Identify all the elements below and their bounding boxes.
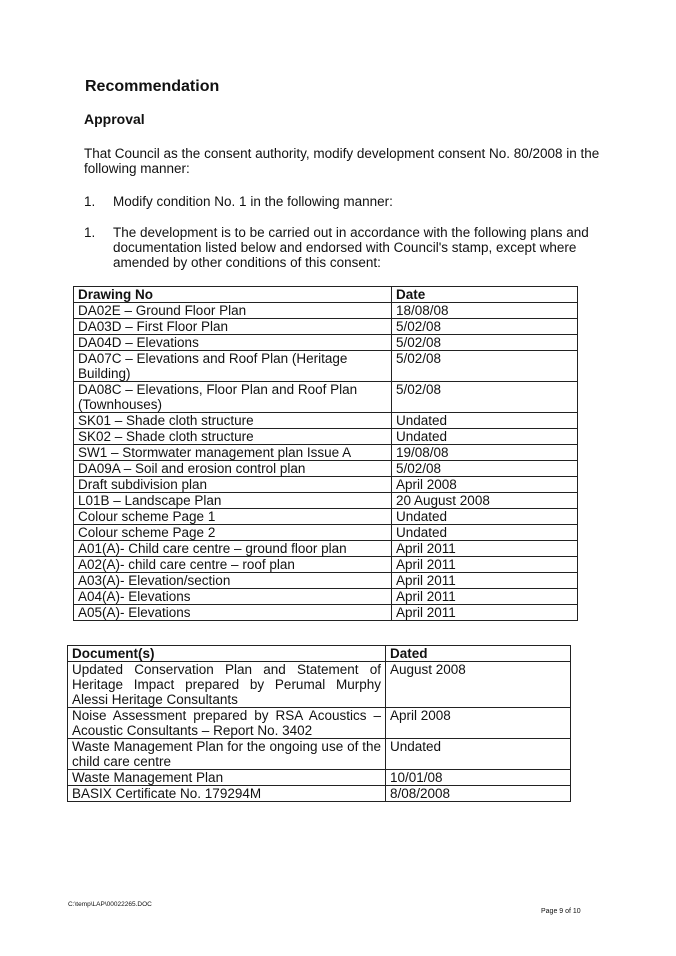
table-row (74, 351, 578, 382)
table-cell-date: April 2011 (392, 605, 578, 621)
table-cell-name: A05(A)- Elevations (74, 605, 392, 621)
table-cell-name: A02(A)- child care centre – roof plan (74, 557, 392, 573)
table-cell-name: DA09A – Soil and erosion control plan (74, 461, 392, 477)
column-header: Drawing No (74, 287, 392, 303)
table-cell-name: Waste Management Plan (68, 770, 386, 786)
documents-table (67, 645, 571, 802)
table-row (74, 382, 578, 413)
item-number: 1. (84, 194, 96, 209)
table-row (68, 708, 571, 739)
item-text: Modify condition No. 1 in the following manner: (113, 194, 393, 209)
table-cell-name: L01B – Landscape Plan (74, 493, 392, 509)
table-cell-name: BASIX Certificate No. 179294M (68, 786, 386, 802)
table-cell-name: Updated Conservation Plan and Statement of Heritage Impact prepared by Perumal Murphy Alessi Heritage Consultants (68, 662, 386, 708)
table-row (74, 445, 578, 461)
table-cell-date: August 2008 (386, 662, 571, 708)
table-cell-date: 19/08/08 (392, 445, 578, 461)
table-row (74, 477, 578, 493)
table-cell-date: Undated (392, 413, 578, 429)
table-row (68, 770, 571, 786)
table-cell-date: 10/01/08 (386, 770, 571, 786)
column-header: Document(s) (68, 646, 386, 662)
table-row (74, 303, 578, 319)
table-cell-name: DA03D – First Floor Plan (74, 319, 392, 335)
table-row (74, 335, 578, 351)
table-cell-date: 5/02/08 (392, 382, 578, 413)
table-cell-name: SK01 – Shade cloth structure (74, 413, 392, 429)
footer-file-path: C:\temp\LAP\00022265.DOC (68, 901, 152, 908)
table-cell-name: Colour scheme Page 1 (74, 509, 392, 525)
table-cell-name: SK02 – Shade cloth structure (74, 429, 392, 445)
table-row (74, 589, 578, 605)
table-cell-date: April 2011 (392, 589, 578, 605)
table-row (74, 573, 578, 589)
table-cell-date: Undated (392, 429, 578, 445)
table-row (74, 557, 578, 573)
documents-table-body (68, 662, 571, 802)
column-header: Dated (386, 646, 571, 662)
table-cell-date: Undated (386, 739, 571, 770)
table-row (74, 413, 578, 429)
table-cell-name: A03(A)- Elevation/section (74, 573, 392, 589)
table-cell-date: 8/08/2008 (386, 786, 571, 802)
table-cell-date: 5/02/08 (392, 319, 578, 335)
table-cell-date: Undated (392, 525, 578, 541)
table-cell-date: 5/02/08 (392, 461, 578, 477)
table-row (68, 739, 571, 770)
table-row (74, 461, 578, 477)
table-cell-date: April 2011 (392, 573, 578, 589)
column-header: Date (392, 287, 578, 303)
intro-paragraph: That Council as the consent authority, modify development consent No. 80/2008 in the following manner: (84, 146, 600, 176)
table-cell-name: A04(A)- Elevations (74, 589, 392, 605)
table-cell-name: DA02E – Ground Floor Plan (74, 303, 392, 319)
section-heading: Recommendation (85, 78, 220, 95)
table-header-row (74, 287, 578, 303)
table-row (68, 786, 571, 802)
table-cell-date: April 2011 (392, 557, 578, 573)
table-cell-name: A01(A)- Child care centre – ground floor plan (74, 541, 392, 557)
drawings-table-body (74, 303, 578, 621)
table-cell-date: 20 August 2008 (392, 493, 578, 509)
table-cell-date: 5/02/08 (392, 351, 578, 382)
table-row (74, 605, 578, 621)
table-row (74, 493, 578, 509)
table-cell-date: April 2008 (392, 477, 578, 493)
section-subheading: Approval (84, 111, 145, 127)
table-cell-name: DA04D – Elevations (74, 335, 392, 351)
table-cell-name: Noise Assessment prepared by RSA Acoustics – Acoustic Consultants – Report No. 3402 (68, 708, 386, 739)
item-number: 1. (84, 225, 96, 240)
table-cell-name: DA07C – Elevations and Roof Plan (Heritage Building) (74, 351, 392, 382)
table-cell-name: DA08C – Elevations, Floor Plan and Roof Plan (Townhouses) (74, 382, 392, 413)
table-cell-date: 5/02/08 (392, 335, 578, 351)
drawings-table (73, 286, 578, 621)
footer-page-number: Page 9 of 10 (541, 908, 581, 915)
table-row (74, 319, 578, 335)
table-row (74, 541, 578, 557)
table-header-row (68, 646, 571, 662)
table-row (74, 525, 578, 541)
table-cell-name: Waste Management Plan for the ongoing use of the child care centre (68, 739, 386, 770)
table-cell-name: Draft subdivision plan (74, 477, 392, 493)
table-row (68, 662, 571, 708)
item-text: The development is to be carried out in accordance with the following plans and documentation listed below and endorsed with Council's stamp, except where amended by other conditions of this consent: (113, 225, 589, 270)
table-cell-date: April 2008 (386, 708, 571, 739)
table-cell-name: SW1 – Stormwater management plan Issue A (74, 445, 392, 461)
table-row (74, 509, 578, 525)
table-cell-date: April 2011 (392, 541, 578, 557)
table-row (74, 429, 578, 445)
table-cell-date: 18/08/08 (392, 303, 578, 319)
table-cell-date: Undated (392, 509, 578, 525)
table-cell-name: Colour scheme Page 2 (74, 525, 392, 541)
